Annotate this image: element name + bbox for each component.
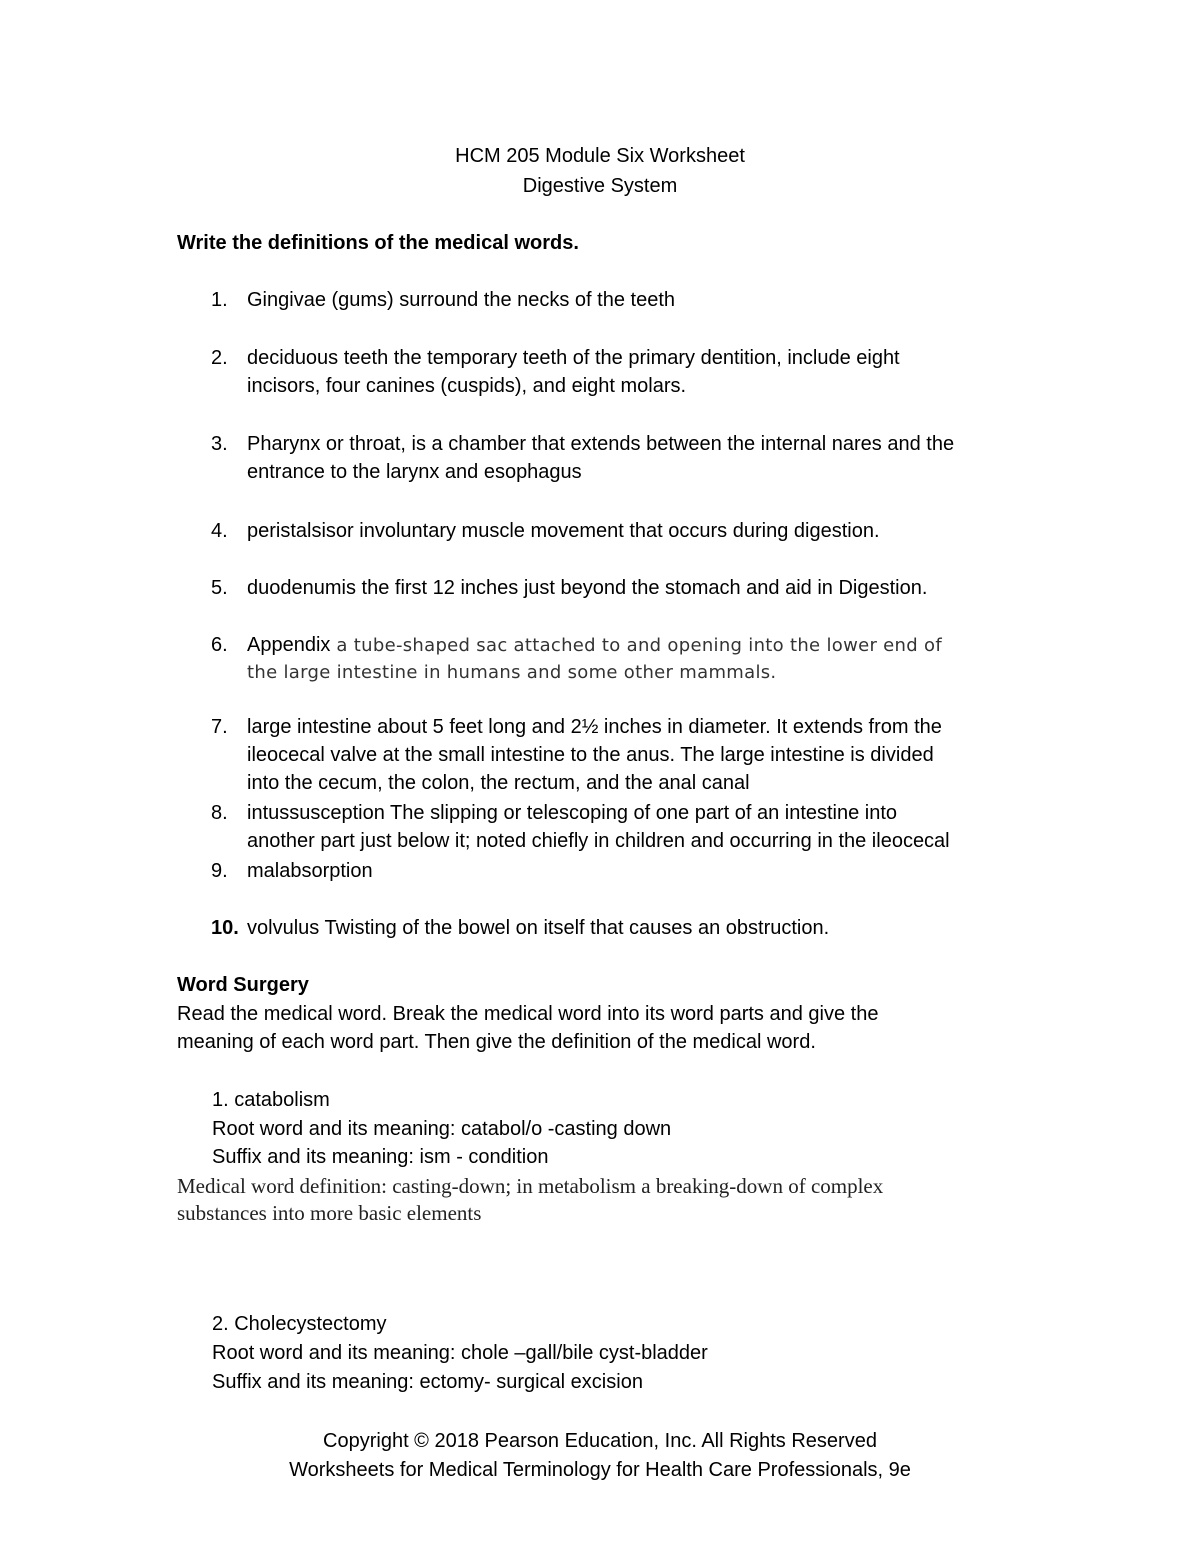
entry-suffix: Suffix and its meaning: ism - condition — [212, 1146, 549, 1168]
item-number: 4. — [211, 520, 228, 542]
item-number: 8. — [211, 802, 228, 824]
item-number: 9. — [211, 860, 228, 882]
item-number: 1. — [211, 289, 228, 311]
word-surgery-heading: Word Surgery — [177, 974, 309, 996]
item-text: intussusception The slipping or telescoping of one part of an intestine into — [247, 802, 898, 824]
item-text: peristalsisor involuntary muscle movement that occurs during digestion. — [247, 520, 880, 542]
item-text: Gingivae (gums) surround the necks of the teeth — [247, 289, 676, 311]
item-text: large intestine about 5 feet long and 2½ inches in diameter. It extends from the — [247, 716, 942, 738]
item-text: into the cecum, the colon, the rectum, and the anal canal — [247, 772, 750, 794]
entry-root: Root word and its meaning: chole –gall/bile cyst-bladder — [212, 1342, 708, 1364]
entry-definition: Medical word definition: casting-down; in metabolism a breaking-down of complex — [177, 1174, 884, 1198]
worksheet-title: HCM 205 Module Six Worksheet — [455, 145, 745, 167]
item-text: ileocecal valve at the small intestine to the anus. The large intestine is divided — [247, 744, 934, 766]
entry-root: Root word and its meaning: catabol/o -casting down — [212, 1118, 672, 1140]
entry-title: 1. catabolism — [212, 1089, 330, 1111]
item-text: incisors, four canines (cuspids), and eight molars. — [247, 375, 687, 397]
item-term: Appendix — [247, 634, 331, 656]
footer-copyright: Copyright © 2018 Pearson Education, Inc. All Rights Reserved — [323, 1430, 877, 1452]
definitions-instruction: Write the definitions of the medical words. — [177, 232, 579, 254]
entry-definition: substances into more basic elements — [177, 1201, 482, 1225]
word-surgery-instruction: Read the medical word. Break the medical word into its word parts and give the — [177, 1003, 879, 1025]
item-number: 7. — [211, 716, 228, 738]
item-number: 3. — [211, 433, 228, 455]
item-text: the large intestine in humans and some other mammals. — [247, 662, 777, 683]
item-text: malabsorption — [247, 860, 373, 882]
item-text: entrance to the larynx and esophagus — [247, 461, 582, 483]
item-number: 2. — [211, 347, 228, 369]
entry-suffix: Suffix and its meaning: ectomy- surgical excision — [212, 1371, 643, 1393]
item-text: a tube-shaped sac attached to and opening into the lower end of — [330, 635, 942, 656]
item-number: 6. — [211, 634, 228, 656]
item-text: Pharynx or throat, is a chamber that extends between the internal nares and the — [247, 433, 955, 455]
word-surgery-instruction: meaning of each word part. Then give the definition of the medical word. — [177, 1031, 816, 1053]
item-text: volvulus Twisting of the bowel on itself that causes an obstruction. — [247, 917, 830, 939]
footer-book-title: Worksheets for Medical Terminology for Health Care Professionals, 9e — [289, 1459, 911, 1481]
item-number: 5. — [211, 577, 228, 599]
entry-title: 2. Cholecystectomy — [212, 1313, 387, 1335]
item-text: deciduous teeth the temporary teeth of the primary dentition, include eight — [247, 347, 900, 369]
worksheet-subtitle: Digestive System — [522, 175, 678, 197]
item-text: another part just below it; noted chiefly in children and occurring in the ileocecal — [247, 830, 950, 852]
item-text: duodenumis the first 12 inches just beyond the stomach and aid in Digestion. — [247, 577, 928, 599]
item-number: 10. — [211, 917, 239, 939]
